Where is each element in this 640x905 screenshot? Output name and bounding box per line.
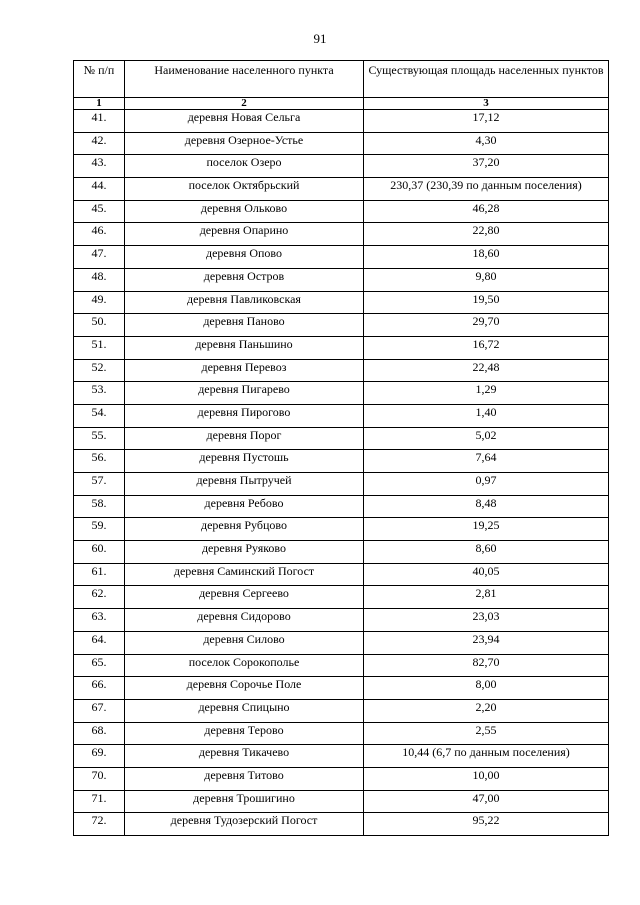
settlement-name: поселок Озеро bbox=[125, 155, 364, 178]
table-row bbox=[74, 790, 609, 813]
row-number: 45. bbox=[74, 200, 125, 223]
settlement-area: 22,48 bbox=[364, 359, 609, 382]
row-number: 47. bbox=[74, 246, 125, 269]
table-row bbox=[74, 110, 609, 133]
row-number: 44. bbox=[74, 178, 125, 201]
row-number: 50. bbox=[74, 314, 125, 337]
table-row bbox=[74, 654, 609, 677]
row-number: 69. bbox=[74, 745, 125, 768]
table-row bbox=[74, 586, 609, 609]
row-number: 51. bbox=[74, 336, 125, 359]
row-number: 66. bbox=[74, 677, 125, 700]
settlement-name: деревня Перевоз bbox=[125, 359, 364, 382]
settlement-area: 0,97 bbox=[364, 473, 609, 496]
settlement-area: 46,28 bbox=[364, 200, 609, 223]
table-header-row bbox=[74, 61, 609, 98]
settlement-name: деревня Пустошь bbox=[125, 450, 364, 473]
settlement-area: 29,70 bbox=[364, 314, 609, 337]
column-number-1: 1 bbox=[74, 98, 125, 110]
settlement-name: деревня Павликовская bbox=[125, 291, 364, 314]
page-number: 91 bbox=[313, 31, 327, 46]
row-number: 71. bbox=[74, 790, 125, 813]
table-row bbox=[74, 767, 609, 790]
settlement-area: 9,80 bbox=[364, 268, 609, 291]
table-row bbox=[74, 631, 609, 654]
settlement-name: деревня Титово bbox=[125, 767, 364, 790]
settlement-area: 1,40 bbox=[364, 404, 609, 427]
table-row bbox=[74, 359, 609, 382]
settlement-name: деревня Руяково bbox=[125, 541, 364, 564]
settlement-area: 18,60 bbox=[364, 246, 609, 269]
settlement-area: 8,00 bbox=[364, 677, 609, 700]
table-row bbox=[74, 178, 609, 201]
row-number: 59. bbox=[74, 518, 125, 541]
settlement-area: 95,22 bbox=[364, 813, 609, 836]
table-row bbox=[74, 268, 609, 291]
settlement-area: 37,20 bbox=[364, 155, 609, 178]
header-area: Существующая площадь населенных пунктов bbox=[364, 61, 609, 98]
table-row bbox=[74, 473, 609, 496]
row-number: 60. bbox=[74, 541, 125, 564]
settlement-name: деревня Спицыно bbox=[125, 699, 364, 722]
row-number: 54. bbox=[74, 404, 125, 427]
row-number: 41. bbox=[74, 110, 125, 133]
settlement-area: 19,50 bbox=[364, 291, 609, 314]
settlement-name: деревня Трошигино bbox=[125, 790, 364, 813]
table-row bbox=[74, 722, 609, 745]
settlement-name: деревня Тикачево bbox=[125, 745, 364, 768]
table-row bbox=[74, 382, 609, 405]
table-row bbox=[74, 518, 609, 541]
settlement-area: 17,12 bbox=[364, 110, 609, 133]
settlement-area: 1,29 bbox=[364, 382, 609, 405]
settlement-area: 2,20 bbox=[364, 699, 609, 722]
column-number-row bbox=[74, 98, 609, 110]
column-number-2: 2 bbox=[125, 98, 364, 110]
table-row bbox=[74, 450, 609, 473]
table-row bbox=[74, 291, 609, 314]
settlement-area: 19,25 bbox=[364, 518, 609, 541]
table-row bbox=[74, 813, 609, 836]
settlement-area: 23,03 bbox=[364, 609, 609, 632]
settlement-area: 10,00 bbox=[364, 767, 609, 790]
table-row bbox=[74, 427, 609, 450]
settlement-name: деревня Рубцово bbox=[125, 518, 364, 541]
settlement-name: деревня Опарино bbox=[125, 223, 364, 246]
settlement-area: 5,02 bbox=[364, 427, 609, 450]
settlement-name: деревня Озерное-Устье bbox=[125, 132, 364, 155]
settlement-name: деревня Саминский Погост bbox=[125, 563, 364, 586]
row-number: 64. bbox=[74, 631, 125, 654]
settlement-name: деревня Опово bbox=[125, 246, 364, 269]
table-row bbox=[74, 200, 609, 223]
table-row bbox=[74, 246, 609, 269]
row-number: 48. bbox=[74, 268, 125, 291]
settlement-area: 16,72 bbox=[364, 336, 609, 359]
settlement-name: деревня Паньшино bbox=[125, 336, 364, 359]
settlement-name: деревня Пигарево bbox=[125, 382, 364, 405]
settlement-area: 23,94 bbox=[364, 631, 609, 654]
row-number: 61. bbox=[74, 563, 125, 586]
row-number: 65. bbox=[74, 654, 125, 677]
settlement-name: деревня Паново bbox=[125, 314, 364, 337]
row-number: 43. bbox=[74, 155, 125, 178]
table-row bbox=[74, 609, 609, 632]
row-number: 72. bbox=[74, 813, 125, 836]
settlement-name: поселок Сорокополье bbox=[125, 654, 364, 677]
settlement-area: 8,60 bbox=[364, 541, 609, 564]
settlement-area: 40,05 bbox=[364, 563, 609, 586]
settlement-name: деревня Остров bbox=[125, 268, 364, 291]
table-row bbox=[74, 541, 609, 564]
row-number: 56. bbox=[74, 450, 125, 473]
row-number: 52. bbox=[74, 359, 125, 382]
settlement-name: деревня Ольково bbox=[125, 200, 364, 223]
header-number: № п/п bbox=[74, 61, 125, 98]
settlement-name: деревня Сидорово bbox=[125, 609, 364, 632]
settlement-area: 230,37 (230,39 по данным поселения) bbox=[364, 178, 609, 201]
table-row bbox=[74, 314, 609, 337]
row-number: 63. bbox=[74, 609, 125, 632]
settlements-table bbox=[73, 60, 609, 836]
table-row bbox=[74, 223, 609, 246]
table-row bbox=[74, 677, 609, 700]
row-number: 49. bbox=[74, 291, 125, 314]
row-number: 42. bbox=[74, 132, 125, 155]
table-row bbox=[74, 336, 609, 359]
settlement-name: поселок Октябрьский bbox=[125, 178, 364, 201]
table-row bbox=[74, 745, 609, 768]
table-row bbox=[74, 132, 609, 155]
settlement-area: 2,81 bbox=[364, 586, 609, 609]
settlement-area: 10,44 (6,7 по данным поселения) bbox=[364, 745, 609, 768]
settlement-area: 47,00 bbox=[364, 790, 609, 813]
settlement-name: деревня Сергеево bbox=[125, 586, 364, 609]
table-row bbox=[74, 404, 609, 427]
settlement-name: деревня Терово bbox=[125, 722, 364, 745]
settlement-name: деревня Новая Сельга bbox=[125, 110, 364, 133]
settlement-name: деревня Пирогово bbox=[125, 404, 364, 427]
settlement-name: деревня Ребово bbox=[125, 495, 364, 518]
table-row bbox=[74, 495, 609, 518]
row-number: 62. bbox=[74, 586, 125, 609]
settlement-area: 8,48 bbox=[364, 495, 609, 518]
settlement-name: деревня Пытручей bbox=[125, 473, 364, 496]
table-row bbox=[74, 563, 609, 586]
settlement-name: деревня Порог bbox=[125, 427, 364, 450]
settlement-area: 7,64 bbox=[364, 450, 609, 473]
table-row bbox=[74, 699, 609, 722]
table-row bbox=[74, 155, 609, 178]
settlement-name: деревня Силово bbox=[125, 631, 364, 654]
settlement-area: 4,30 bbox=[364, 132, 609, 155]
settlement-area: 82,70 bbox=[364, 654, 609, 677]
row-number: 67. bbox=[74, 699, 125, 722]
settlement-name: деревня Тудозерский Погост bbox=[125, 813, 364, 836]
settlement-name: деревня Сорочье Поле bbox=[125, 677, 364, 700]
column-number-3: 3 bbox=[364, 98, 609, 110]
row-number: 55. bbox=[74, 427, 125, 450]
row-number: 68. bbox=[74, 722, 125, 745]
settlement-area: 22,80 bbox=[364, 223, 609, 246]
row-number: 46. bbox=[74, 223, 125, 246]
row-number: 70. bbox=[74, 767, 125, 790]
row-number: 58. bbox=[74, 495, 125, 518]
settlement-area: 2,55 bbox=[364, 722, 609, 745]
row-number: 57. bbox=[74, 473, 125, 496]
row-number: 53. bbox=[74, 382, 125, 405]
header-settlement-name: Наименование населенного пункта bbox=[125, 61, 364, 98]
